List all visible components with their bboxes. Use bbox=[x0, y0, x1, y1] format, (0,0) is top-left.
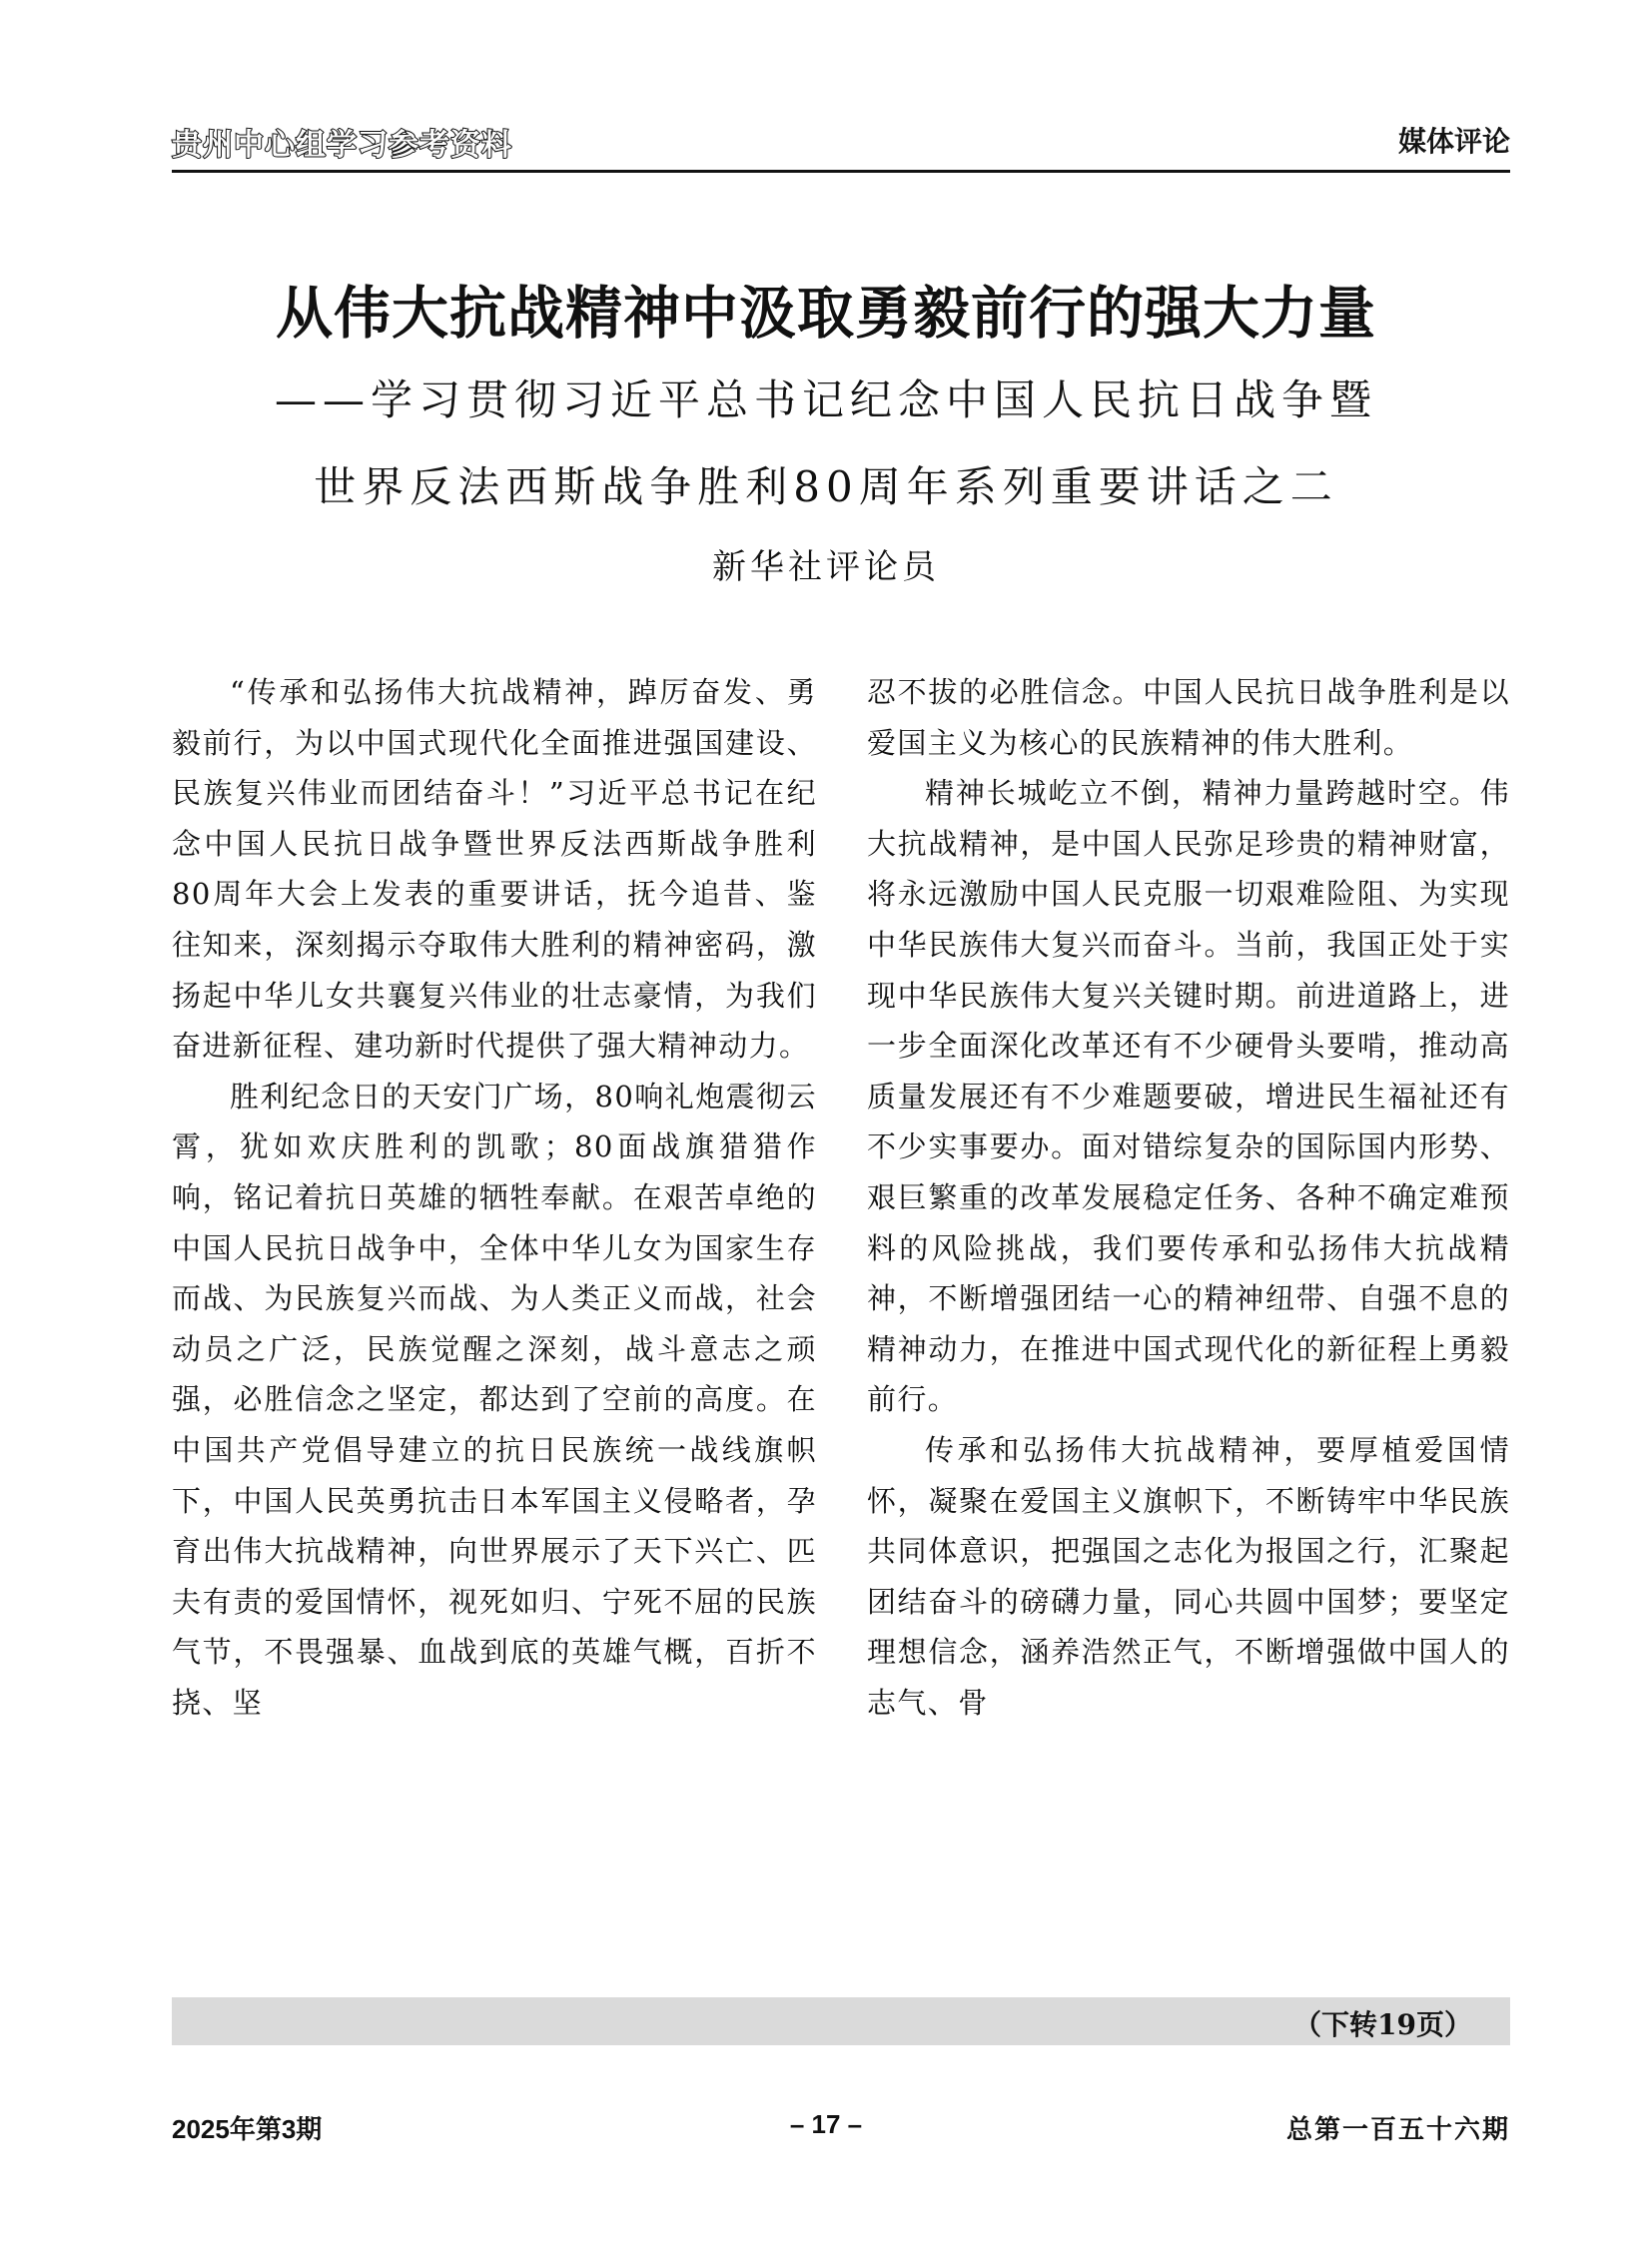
continued-on-page-note: （下转19页） bbox=[1293, 2008, 1472, 2041]
footer-issue: 2025年第3期 bbox=[172, 2114, 323, 2144]
footer-total-issue: 总第一百五十六期 bbox=[1285, 2114, 1510, 2144]
paragraph: 胜利纪念日的天安门广场，80响礼炮震彻云霄，犹如欢庆胜利的凯歌；80面战旗猎猎作响，铭记着抗日英雄的牺牲奉献。在艰苦卓绝的中国人民抗日战争中，全体中华儿女为国家生存而战、为民族复兴而战、为人类正义而战，社会动员之广泛，民族觉醒之深刻，战斗意志之顽强，必胜信念之坚定，都达到了空前的高度。在中国共产党倡导建立的抗日民族统一战线旗帜下，中国人民英勇抗击日本军国主义侵略者，孕育出伟大抗战精神，向世界展示了天下兴亡、匹夫有责的爱国情怀，视死如归、宁死不屈的民族气节，不畏强暴、血战到底的英雄气概，百折不挠、坚 bbox=[172, 1079, 817, 1720]
article-subtitle-line-1: ——学习贯彻习近平总书记纪念中国人民抗日战争暨 bbox=[274, 375, 1377, 424]
paragraph: 传承和弘扬伟大抗战精神，要厚植爱国情怀，凝聚在爱国主义旗帜下，不断铸牢中华民族共同体意识，把强国之志化为报国之行，汇聚起团结奋斗的磅礴力量，同心共圆中国梦；要坚定理想信念，涵养浩然正气，不断增强做中国人的志气、骨 bbox=[867, 1432, 1510, 1720]
left-column bbox=[172, 667, 817, 1728]
header-rule bbox=[172, 170, 1510, 173]
paragraph-continued: 忍不拔的必胜信念。中国人民抗日战争胜利是以爱国主义为核心的民族精神的伟大胜利。 bbox=[867, 675, 1510, 760]
paragraph: 精神长城屹立不倒，精神力量跨越时空。伟大抗战精神，是中国人民弥足珍贵的精神财富，将永远激励中国人民克服一切艰难险阻、为实现中华民族伟大复兴而奋斗。当前，我国正处于实现中华民族伟大复兴关键时期。前进道路上，进一步全面深化改革还有不少硬骨头要啃，推动高质量发展还有不少难题要破，增进民生福祉还有不少实事要办。面对错综复杂的国际国内形势、艰巨繁重的改革发展稳定任务、各种不确定难预料的风险挑战，我们要传承和弘扬伟大抗战精神，不断增强团结一心的精神纽带、自强不息的精神动力，在推进中国式现代化的新征程上勇毅前行。 bbox=[867, 776, 1510, 1417]
article-subtitle-line-2: 世界反法西斯战争胜利80周年系列重要讲话之二 bbox=[314, 462, 1338, 511]
continue-bar bbox=[172, 1997, 1510, 2045]
page-number: – 17 – bbox=[789, 2109, 863, 2139]
article-title: 从伟大抗战精神中汲取勇毅前行的强大力量 bbox=[276, 281, 1376, 347]
right-column bbox=[867, 667, 1510, 1728]
section-name: 媒体评论 bbox=[1397, 125, 1510, 158]
paragraph: “传承和弘扬伟大抗战精神，踔厉奋发、勇毅前行，为以中国式现代化全面推进强国建设、民族复兴伟业而团结奋斗！”习近平总书记在纪念中国人民抗日战争暨世界反法西斯战争胜利80周年大会上发表的重要讲话，抚今追昔、鉴往知来，深刻揭示夺取伟大胜利的精神密码，激扬起中华儿女共襄复兴伟业的壮志豪情，为我们奋进新征程、建功新时代提供了强大精神动力。 bbox=[172, 675, 817, 1064]
journal-name: 贵州中心组学习参考资料 bbox=[172, 128, 512, 163]
running-header bbox=[172, 120, 1510, 164]
byline: 新华社评论员 bbox=[712, 547, 940, 587]
